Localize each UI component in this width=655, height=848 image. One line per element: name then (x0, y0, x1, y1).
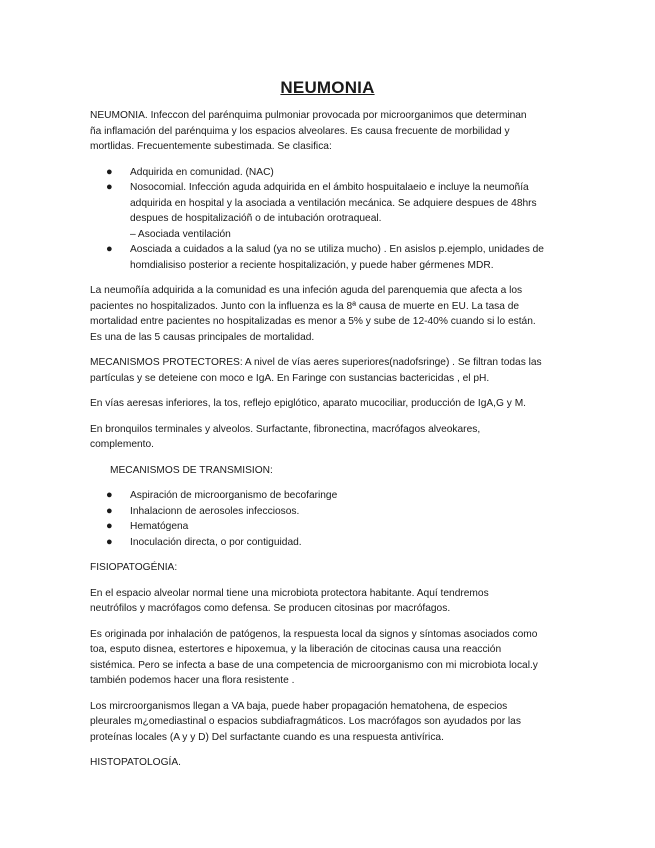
transmision-heading: MECANISMOS DE TRANSMISION: (110, 464, 273, 476)
bullet-icon: ● (106, 520, 113, 532)
text-line: Inoculación directa, o por contiguidad. (130, 536, 302, 548)
text-line: La neumoñía adquirida a la comunidad es una infeción aguda del parenquemia que afecta a los (90, 285, 523, 296)
text-line: NEUMONIA. Infeccon del parénquima pulmoniar provocada por microorganimos que determinan (90, 110, 527, 121)
text-line: mortlidas. Frecuentemente subestimada. Se clasifica: (90, 141, 332, 152)
text-line: Aspiración de microorganismo de becofaringe (130, 490, 338, 501)
bronquilos-paragraph (90, 422, 565, 453)
classification-list (90, 165, 565, 274)
fisio-paragraph-1 (90, 586, 565, 617)
list-item (90, 242, 565, 273)
text-line: toa, esputo disnea, estertores e hipoxemua, y la liberación de citocinas causa una reacción (90, 644, 502, 655)
bullet-icon: ● (106, 181, 113, 193)
list-item (90, 165, 565, 181)
bullet-icon: ● (106, 489, 113, 501)
community-paragraph (90, 283, 565, 345)
page-title: NEUMONIA (280, 78, 375, 97)
text-line: proteínas locales (A y y D) Del surfactante cuando es una respuesta antivírica. (90, 731, 444, 743)
text-line: adquirida en hospital y la asociada a ventilación mecánica. Se adquiere despues de 48hrs (130, 197, 537, 209)
text-line: ña inflamación del parénquima y los espacios alveolares. Es causa frecuente de morbilidad y (90, 125, 510, 137)
text-line: también podemos hacer una flora resistente . (90, 675, 295, 686)
text-line: complemento. (90, 439, 154, 450)
text-line: partículas y se deteiene con moco e IgA. En Faringe con sustancias bactericidas , el pH. (90, 372, 490, 384)
text-line: Es una de las 5 causas principales de mortalidad. (90, 331, 315, 343)
text-line: En bronquilos terminales y alveolos. Surfactante, fibronectina, macrófagos alveokares, (90, 423, 481, 435)
text-line: Los mircroorganismos llegan a VA baja, puede haber propagación hematohena, de especios (90, 700, 508, 712)
histo-heading: HISTOPATOLOGÍA. (90, 757, 181, 768)
text-line: MECANISMOS PROTECTORES: A nivel de vías aeres superiores(nadofsringe) . Se filtran todas las (90, 357, 542, 368)
text-line: Inhalacionn de aerosoles infecciosos. (130, 505, 300, 517)
list-item (90, 180, 565, 242)
fisio-paragraph-2 (90, 627, 565, 689)
mecanismos-paragraph (90, 355, 565, 386)
document-body (90, 108, 565, 781)
sub-item: – Asociada ventilación (130, 228, 231, 240)
text-line: despues de hospitalizacióñ o de intubación orotraqueal. (130, 213, 382, 224)
list-item (90, 535, 565, 551)
text-line: mortalidad entre pacientes no hospitalizadas es menor a 5% y sube de 12-40% cuando si lo están. (90, 316, 536, 327)
text-line: En el espacio alveolar normal tiene una microbiota protectora habitante. Aquí tendremos (90, 587, 489, 599)
list-item (90, 504, 565, 520)
text-line: sistémica. Pero se infecta a base de una competencia de microorganismo con mi microbiota local.y (90, 659, 538, 671)
bullet-icon: ● (106, 504, 113, 517)
text-line: En vías aeresas inferiores, la tos, reflejo epiglótico, aparato mucociliar, producción de IgA,G y M. (90, 398, 527, 409)
fisio-heading: FISIOPATOGÉNIA: (90, 562, 178, 573)
text-line: Es originada por inhalación de patógenos, la respuesta local da signos y síntomas asociados como (90, 628, 538, 640)
transmision-list (90, 488, 565, 550)
bullet-icon: ● (106, 535, 113, 548)
text-line: homdialisiso posterior a reciente hospitalización, y puede haber gérmenes MDR. (130, 259, 494, 271)
text-line: pleurales m¿omediastinal o espacios subdiafragmáticos. Los macrófagos son ayudados por las (90, 716, 521, 727)
text-line: Hematógena (130, 521, 189, 532)
text-line: pacientes no hospitalizados. Junto con la influenza es la 8ª causa de muerte en EU. La tasa de (90, 300, 520, 312)
list-item (90, 488, 565, 504)
bullet-icon: ● (106, 243, 113, 255)
vias-paragraph (90, 396, 565, 412)
text-line: Adquirida en comunidad. (NAC) (130, 166, 274, 178)
bullet-icon: ● (106, 165, 113, 178)
text-line: Nosocomial. Infección aguda adquirida en el ámbito hospuitalaeio e incluye la neumoñía (130, 182, 529, 193)
text-line: Aosciada a cuidados a la salud (ya no se utiliza mucho) . En asislos p.ejemplo, unidades de (130, 244, 544, 255)
intro-paragraph (90, 108, 565, 155)
list-item (90, 519, 565, 535)
text-line: neutrófilos y macrófagos como defensa. Se producen citosinas por macrófagos. (90, 603, 451, 614)
fisio-paragraph-3 (90, 699, 565, 746)
